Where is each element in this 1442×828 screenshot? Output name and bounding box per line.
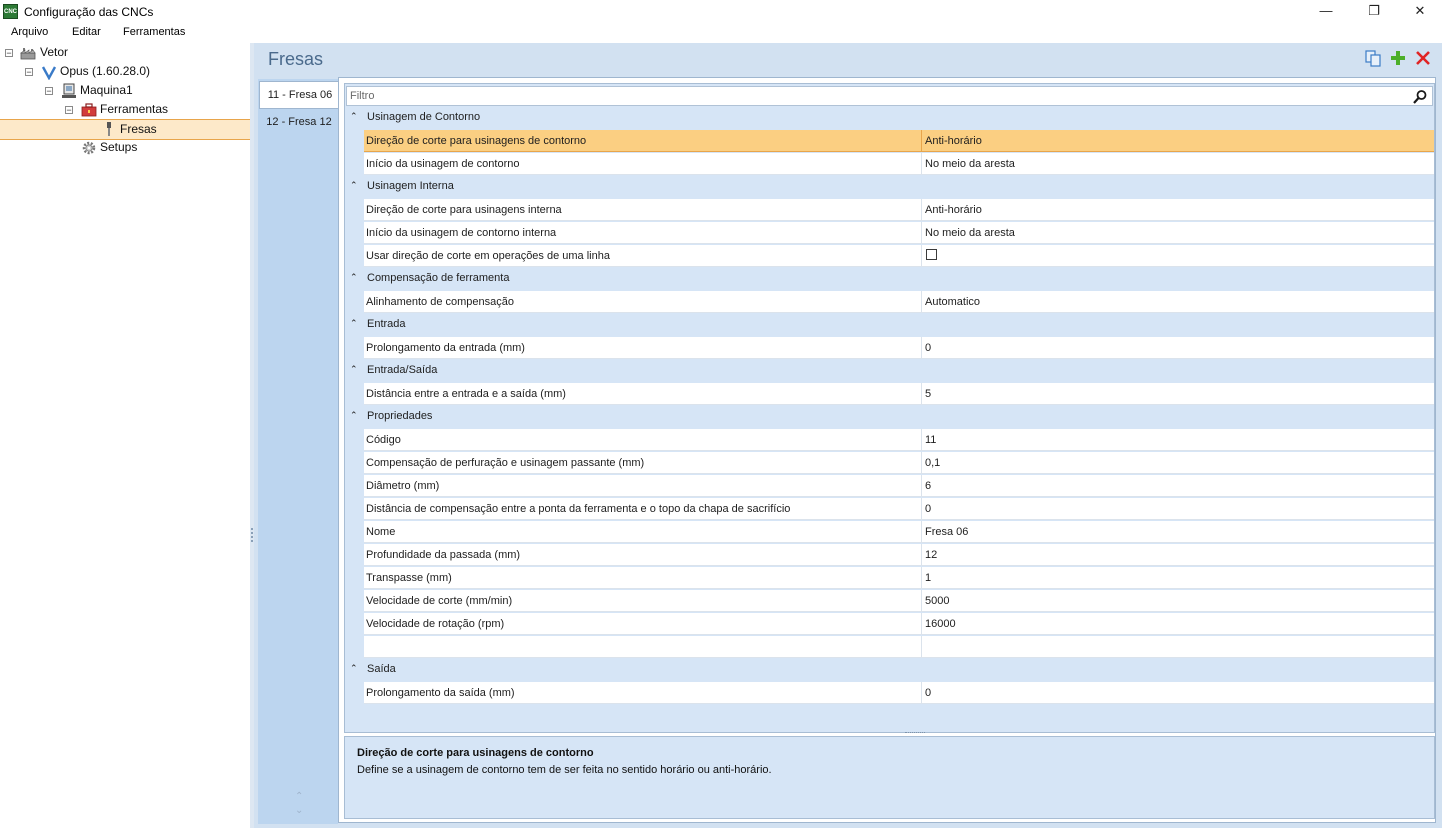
category-label: Saída bbox=[367, 663, 396, 675]
property-name: Distância de compensação entre a ponta da ferramenta e o topo da chapa de sacrifício bbox=[366, 503, 791, 515]
title-bar bbox=[0, 0, 1442, 24]
window-title: Configuração das CNCs bbox=[24, 5, 154, 19]
property-name: Prolongamento da entrada (mm) bbox=[366, 342, 525, 354]
tree-node-opus[interactable]: Opus (1.60.28.0) bbox=[60, 64, 151, 78]
column-divider bbox=[921, 429, 922, 451]
expander-maquina1[interactable]: − bbox=[46, 86, 52, 96]
property-value[interactable]: 5000 bbox=[925, 595, 950, 607]
category-label: Propriedades bbox=[367, 410, 433, 422]
property-row[interactable] bbox=[364, 429, 1434, 451]
machine-icon bbox=[61, 83, 77, 99]
property-row[interactable] bbox=[364, 291, 1434, 313]
category-entrada[interactable] bbox=[345, 314, 1434, 336]
scroll-down-icon[interactable]: ⌄ bbox=[295, 805, 304, 816]
property-row[interactable] bbox=[364, 636, 1434, 658]
category-usinagem-de-contorno[interactable] bbox=[345, 107, 1434, 129]
property-row[interactable] bbox=[364, 130, 1434, 152]
property-value[interactable]: Fresa 06 bbox=[925, 526, 969, 538]
property-name: Alinhamento de compensação bbox=[366, 296, 514, 308]
tree-node-vetor[interactable]: Vetor bbox=[40, 45, 69, 59]
property-grid bbox=[344, 83, 1435, 733]
menu-arquivo[interactable]: Arquivo bbox=[11, 26, 49, 38]
property-value[interactable]: 6 bbox=[925, 480, 932, 492]
column-divider bbox=[921, 613, 922, 635]
resize-grip[interactable] bbox=[905, 732, 925, 736]
category-propriedades[interactable] bbox=[345, 406, 1434, 428]
property-name: Velocidade de rotação (rpm) bbox=[366, 618, 505, 630]
property-value[interactable]: 0 bbox=[925, 503, 932, 515]
property-row[interactable] bbox=[364, 475, 1434, 497]
category-label: Compensação de ferramenta bbox=[367, 272, 510, 284]
description-text: Define se a usinagem de contorno tem de ser feita no sentido horário ou anti-horário. bbox=[357, 764, 772, 776]
column-divider bbox=[921, 682, 922, 704]
tab-list bbox=[258, 79, 338, 824]
property-row[interactable] bbox=[364, 590, 1434, 612]
category-compensacao-de-ferramenta[interactable] bbox=[345, 268, 1434, 290]
property-value[interactable]: Automatico bbox=[925, 296, 981, 308]
tab-fresa-12[interactable]: 12 - Fresa 12 bbox=[266, 116, 332, 128]
property-row[interactable] bbox=[364, 222, 1434, 244]
property-value[interactable]: No meio da aresta bbox=[925, 158, 1015, 170]
collapse-icon[interactable]: ⌃ bbox=[350, 318, 358, 328]
scroll-up-icon[interactable]: ⌃ bbox=[295, 791, 304, 802]
category-label: Usinagem Interna bbox=[367, 180, 454, 192]
description-panel bbox=[344, 736, 1435, 819]
column-divider bbox=[921, 153, 922, 175]
search-icon[interactable] bbox=[1412, 89, 1428, 105]
restore-button[interactable]: ❐ bbox=[1368, 3, 1380, 18]
column-divider bbox=[921, 337, 922, 359]
close-window-button[interactable]: ✕ bbox=[1414, 3, 1426, 18]
property-name: Diâmetro (mm) bbox=[366, 480, 440, 492]
toolbox-icon bbox=[81, 102, 97, 118]
property-row[interactable] bbox=[364, 498, 1434, 520]
property-value[interactable]: Anti-horário bbox=[925, 204, 982, 216]
property-row[interactable] bbox=[364, 245, 1434, 267]
property-editor bbox=[338, 77, 1436, 823]
column-divider bbox=[921, 222, 922, 244]
tree-node-ferramentas[interactable]: Ferramentas bbox=[100, 102, 169, 116]
property-name: Direção de corte para usinagens de contorno bbox=[366, 135, 587, 147]
drill-bit-icon bbox=[101, 121, 117, 137]
menu-ferramentas[interactable]: Ferramentas bbox=[123, 26, 186, 38]
column-divider bbox=[921, 452, 922, 474]
property-row[interactable] bbox=[364, 682, 1434, 704]
property-row[interactable] bbox=[364, 383, 1434, 405]
tree-node-fresas[interactable]: Fresas bbox=[120, 122, 157, 136]
property-name: Início da usinagem de contorno bbox=[366, 158, 520, 170]
column-divider bbox=[921, 521, 922, 543]
property-value[interactable]: 5 bbox=[925, 388, 932, 400]
expander-opus[interactable]: − bbox=[26, 67, 32, 77]
property-value[interactable]: 0 bbox=[925, 687, 932, 699]
category-label: Usinagem de Contorno bbox=[367, 111, 481, 123]
property-name: Distância entre a entrada e a saída (mm) bbox=[366, 388, 566, 400]
description-title: Direção de corte para usinagens de contorno bbox=[357, 747, 594, 759]
category-usinagem-interna[interactable] bbox=[345, 176, 1434, 198]
property-name: Nome bbox=[366, 526, 396, 538]
property-name: Profundidade da passada (mm) bbox=[366, 549, 521, 561]
property-value[interactable]: 0,1 bbox=[925, 457, 941, 469]
property-value[interactable]: Anti-horário bbox=[925, 135, 982, 147]
property-value[interactable]: No meio da aresta bbox=[925, 227, 1015, 239]
property-value[interactable]: 11 bbox=[925, 434, 937, 446]
property-name: Prolongamento da saída (mm) bbox=[366, 687, 515, 699]
property-name: Velocidade de corte (mm/min) bbox=[366, 595, 513, 607]
tab-fresa-06[interactable]: 11 - Fresa 06 bbox=[259, 81, 340, 109]
filter-box bbox=[346, 86, 1433, 106]
menu-bar bbox=[0, 24, 1442, 43]
category-entrada-saida[interactable] bbox=[345, 360, 1434, 382]
menu-editar[interactable]: Editar bbox=[72, 26, 101, 38]
delete-icon[interactable] bbox=[1414, 49, 1432, 67]
property-row[interactable] bbox=[364, 544, 1434, 566]
filter-input[interactable] bbox=[350, 89, 1400, 103]
property-value[interactable]: 12 bbox=[925, 549, 938, 561]
column-divider bbox=[921, 475, 922, 497]
expander-ferramentas[interactable]: − bbox=[66, 105, 72, 115]
v-logo-icon bbox=[41, 64, 57, 80]
category-saida[interactable] bbox=[345, 659, 1434, 681]
app-icon: CNC bbox=[3, 4, 18, 19]
column-divider bbox=[921, 130, 922, 152]
collapse-icon[interactable]: ⌃ bbox=[350, 272, 358, 282]
property-row[interactable] bbox=[364, 337, 1434, 359]
checkbox[interactable] bbox=[926, 249, 937, 260]
collapse-icon[interactable]: ⌃ bbox=[350, 111, 358, 121]
collapse-icon[interactable]: ⌃ bbox=[350, 410, 358, 420]
collapse-icon[interactable]: ⌃ bbox=[350, 180, 358, 190]
tree-node-setups[interactable]: Setups bbox=[100, 140, 138, 154]
expander-vetor[interactable]: − bbox=[6, 48, 12, 58]
main-panel bbox=[254, 43, 1442, 828]
tree-node-maquina1[interactable]: Maquina1 bbox=[80, 83, 133, 97]
column-divider bbox=[921, 383, 922, 405]
category-label: Entrada bbox=[367, 318, 406, 330]
property-name: Código bbox=[366, 434, 401, 446]
minimize-button[interactable]: — bbox=[1319, 3, 1333, 18]
property-value[interactable]: 0 bbox=[925, 342, 932, 354]
gear-icon bbox=[81, 140, 97, 156]
property-name: Direção de corte para usinagens interna bbox=[366, 204, 562, 216]
property-name: Compensação de perfuração e usinagem passante (mm) bbox=[366, 457, 645, 469]
column-divider bbox=[921, 291, 922, 313]
property-name: Usar direção de corte em operações de uma linha bbox=[366, 250, 610, 262]
collapse-icon[interactable]: ⌃ bbox=[350, 663, 358, 673]
property-name: Transpasse (mm) bbox=[366, 572, 452, 584]
column-divider bbox=[921, 636, 922, 658]
column-divider bbox=[921, 199, 922, 221]
property-value[interactable]: 1 bbox=[925, 572, 932, 584]
column-divider bbox=[921, 245, 922, 267]
property-row[interactable] bbox=[364, 613, 1434, 635]
property-row[interactable] bbox=[364, 452, 1434, 474]
column-divider bbox=[921, 567, 922, 589]
property-row[interactable] bbox=[364, 199, 1434, 221]
property-name: Início da usinagem de contorno interna bbox=[366, 227, 557, 239]
navigation-tree bbox=[0, 43, 251, 828]
property-row[interactable] bbox=[364, 521, 1434, 543]
page-title: Fresas bbox=[268, 49, 324, 69]
category-label: Entrada/Saída bbox=[367, 364, 438, 376]
column-divider bbox=[921, 590, 922, 612]
add-icon[interactable] bbox=[1389, 49, 1407, 67]
column-divider bbox=[921, 544, 922, 566]
property-row[interactable] bbox=[364, 153, 1434, 175]
property-value[interactable]: 16000 bbox=[925, 618, 956, 630]
factory-icon bbox=[20, 45, 36, 61]
collapse-icon[interactable]: ⌃ bbox=[350, 364, 358, 374]
property-row[interactable] bbox=[364, 567, 1434, 589]
column-divider bbox=[921, 498, 922, 520]
copy-icon[interactable] bbox=[1364, 49, 1382, 67]
